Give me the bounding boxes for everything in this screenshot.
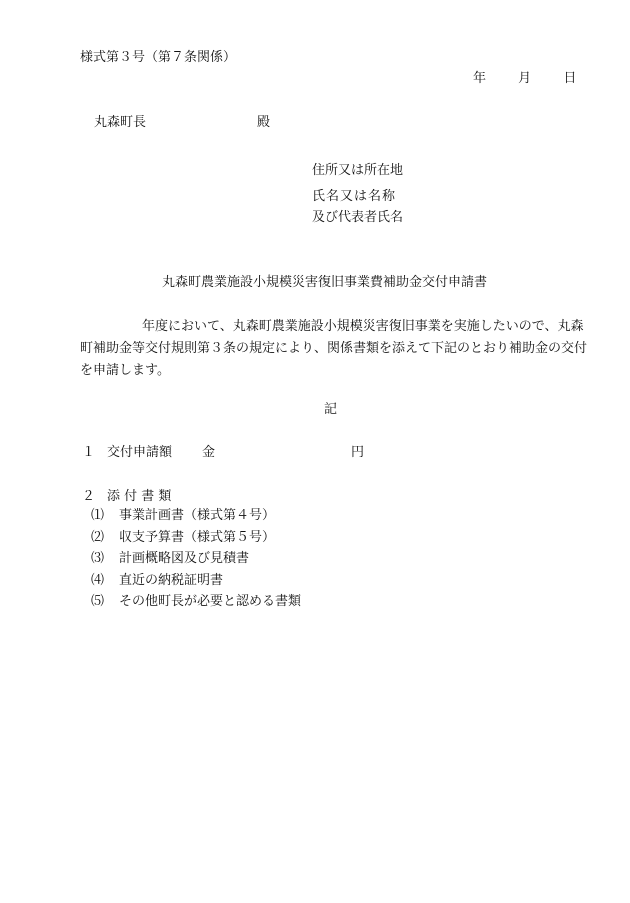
date-year: 年 bbox=[473, 71, 487, 86]
attachment-num: ⑸ bbox=[91, 594, 105, 609]
address-label: 住所又は所在地 bbox=[312, 163, 404, 178]
attachment-text: 直近の納税証明書 bbox=[119, 573, 224, 588]
form-number: 様式第３号（第７条関係） bbox=[80, 50, 237, 65]
name-label: 氏名又は名称 bbox=[312, 189, 397, 204]
body-paragraph: 年度において、丸森町農業施設小規模災害復旧事業を実施したいので、丸森町補助金等交付規則第３条の規定により、関係書類を添えて下記のとおり補助金の交付を申請します。 bbox=[80, 319, 588, 378]
item1-unit: 円 bbox=[351, 445, 365, 460]
attachment-num: ⑴ bbox=[91, 508, 105, 523]
item2-number: ２ bbox=[82, 489, 96, 504]
representative-label: 及び代表者氏名 bbox=[312, 210, 404, 225]
item1-label: 交付申請額 bbox=[107, 445, 173, 460]
attachment-text: その他町長が必要と認める書類 bbox=[119, 594, 302, 609]
addressee-honorific: 殿 bbox=[257, 115, 271, 130]
ki-heading: 記 bbox=[324, 402, 338, 417]
date-month: 月 bbox=[518, 71, 532, 86]
attachment-num: ⑵ bbox=[91, 530, 105, 545]
date-day: 日 bbox=[563, 71, 577, 86]
attachment-num: ⑷ bbox=[91, 573, 105, 588]
attachment-text: 事業計画書（様式第４号） bbox=[119, 508, 276, 523]
attachment-text: 収支予算書（様式第５号） bbox=[119, 530, 276, 545]
document-title: 丸森町農業施設小規模災害復旧事業費補助金交付申請書 bbox=[162, 275, 488, 290]
item1-prefix: 金 bbox=[202, 445, 216, 460]
date-line bbox=[473, 71, 576, 87]
attachment-text: 計画概略図及び見積書 bbox=[119, 551, 250, 566]
attachment-num: ⑶ bbox=[91, 551, 105, 566]
addressee-title: 丸森町長 bbox=[94, 115, 147, 130]
item2-label: 添 付 書 類 bbox=[107, 489, 172, 504]
item1-number: １ bbox=[82, 445, 96, 460]
